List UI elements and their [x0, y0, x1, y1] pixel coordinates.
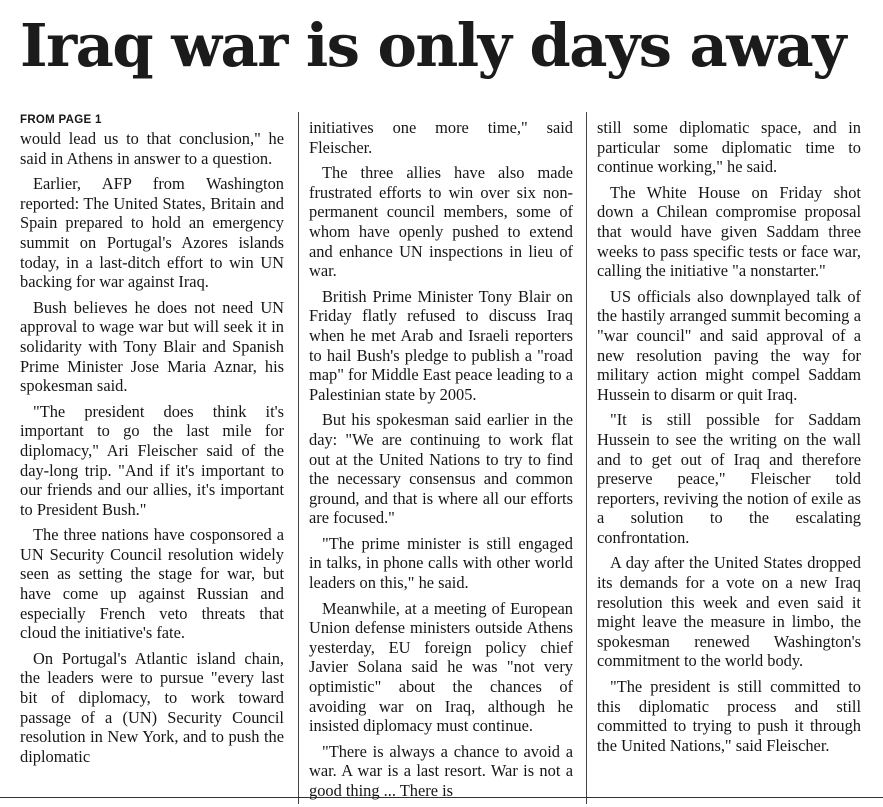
article-column-2	[309, 118, 573, 807]
paragraph: Earlier, AFP from Washington reported: The United States, Britain and Spain prepared to hold an emergency summit on Portugal's Azores islands today, in a last-ditch effort to win UN backing for war against Iraq.	[20, 174, 284, 292]
continuation-kicker: FROM PAGE 1	[20, 114, 102, 126]
paragraph: "The president does think it's important to go the last mile for diplomacy," Ari Fleischer said of the day-long trip. "And if it's important to our friends and our allies, it's important to President Bush."	[20, 401, 284, 519]
paragraph: A day after the United States dropped its demands for a vote on a new Iraq resolution this week and even said it might leave the measure in limbo, the spokesman renewed Washington's commitment to the world body.	[597, 553, 861, 671]
paragraph: But his spokesman said earlier in the day: "We are continuing to work flat out at the United Nations to try to find the necessary consensus and common ground, and that is where all our efforts are focused."	[309, 410, 573, 528]
column-divider	[586, 112, 587, 804]
article-column-3	[597, 118, 861, 761]
paragraph: Bush believes he does not need UN approval to wage war but will seek it in solidarity with Tony Blair and Spanish Prime Minister Jose Maria Aznar, his spokesman said.	[20, 297, 284, 396]
paragraph: initiatives one more time," said Fleischer.	[309, 118, 573, 157]
paragraph: "There is always a chance to avoid a war. A war is a last resort. War is not a good thing ... There is	[309, 741, 573, 800]
paragraph: would lead us to that conclusion," he said in Athens in answer to a question.	[20, 129, 284, 168]
paragraph: still some diplomatic space, and in particular some diplomatic time to continue working," he said.	[597, 118, 861, 177]
paragraph: "The president is still committed to this diplomatic process and still committed to trying to push it through the United Nations," said Fleischer.	[597, 677, 861, 755]
bottom-rule	[0, 797, 883, 798]
headline: Iraq war is only days away	[20, 11, 846, 80]
article-column-1	[20, 112, 284, 772]
paragraph: The three nations have cosponsored a UN Security Council resolution widely seen as setting the stage for war, but have come up against Russian and especially French veto threats that cloud the initiative's fate.	[20, 525, 284, 643]
paragraph: US officials also downplayed talk of the hastily arranged summit becoming a "war council" and said approval of a new resolution paving the way for military action might compel Saddam Hussein to disarm or quit Iraq.	[597, 286, 861, 404]
paragraph: "The prime minister is still engaged in talks, in phone calls with other world leaders on this," he said.	[309, 533, 573, 593]
column-divider	[298, 112, 299, 804]
paragraph: "It is still possible for Saddam Hussein to see the writing on the wall and to get out of Iraq and therefore preserve peace," Fleischer told reporters, reviving the notion of exile as a solution to the escalating confrontation.	[597, 410, 861, 547]
paragraph: The three allies have also made frustrated efforts to win over six non-permanent council members, some of whom have openly pushed to extend and enhance UN inspections in lieu of war.	[309, 163, 573, 281]
paragraph: British Prime Minister Tony Blair on Friday flatly refused to discuss Iraq when he met Arab and Israeli reporters to hail Bush's pledge to publish a "road map" for Middle East peace leading to a Palestinian state by 2005.	[309, 286, 573, 404]
paragraph: On Portugal's Atlantic island chain, the leaders were to pursue "every last bit of diplomacy, to work toward passage of a (UN) Security Council resolution in New York, and to push the diplomatic	[20, 648, 284, 766]
paragraph: Meanwhile, at a meeting of European Union defense ministers outside Athens yesterday, EU foreign policy chief Javier Solana said he was "not very optimistic" about the chances of avoiding war on Iraq, although he insisted diplomacy must continue.	[309, 598, 573, 736]
paragraph: The White House on Friday shot down a Chilean compromise proposal that would have given Saddam three weeks to pass specific tests or face war, calling the initiative "a nonstarter."	[597, 182, 861, 281]
